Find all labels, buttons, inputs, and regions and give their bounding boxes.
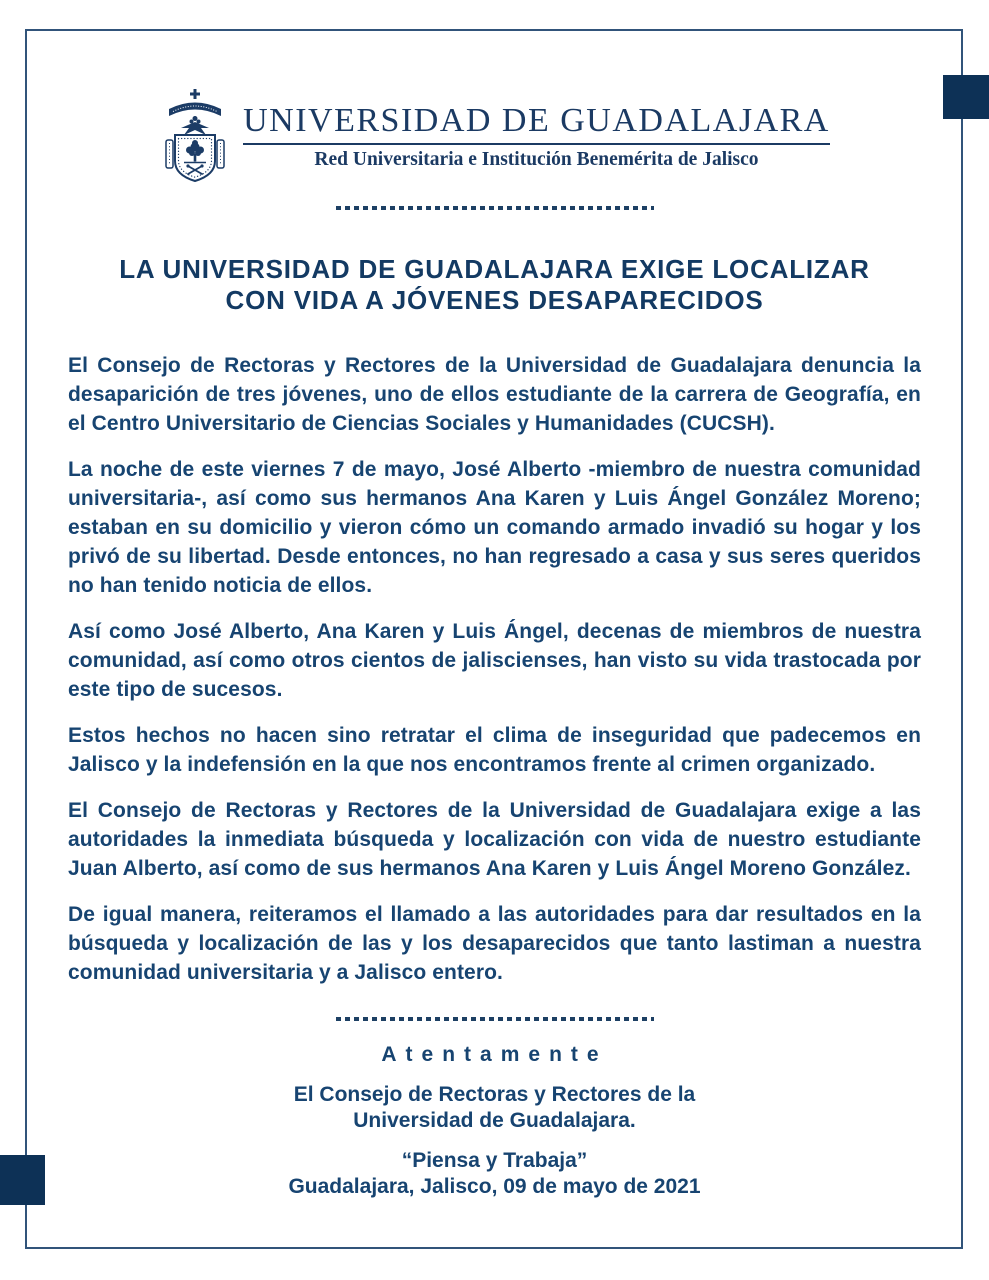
announcement-body	[68, 351, 921, 987]
motto-block	[0, 1148, 989, 1200]
dateline: Guadalajara, Jalisco, 09 de mayo de 2021	[288, 1175, 701, 1198]
university-wordmark: UNIVERSIDAD DE GUADALAJARA	[243, 102, 830, 139]
paragraph-6: De igual manera, reiteramos el llamado a las autoridades para dar resultados en la búsqueda y localización de las y los desaparecidos que tanto lastiman a nuestra comunidad universitaria y a Jalisco entero.	[68, 903, 921, 984]
letterhead	[0, 0, 989, 184]
motto: “Piensa y Trabaja”	[401, 1149, 588, 1172]
dotted-separator-top	[336, 206, 654, 210]
dotted-separator-bottom	[336, 1017, 654, 1021]
title-line-1: LA UNIVERSIDAD DE GUADALAJARA EXIGE LOCALIZAR	[119, 254, 870, 284]
university-subtitle: Red Universitaria e Institución Benemérita de Jalisco	[314, 149, 759, 170]
paragraph-4: Estos hechos no hacen sino retratar el clima de inseguridad que padecemos en Jalisco y la indefensión en la que nos encontramos frente al crimen organizado.	[68, 724, 921, 776]
salutation: Atentamente	[381, 1043, 608, 1066]
wordmark-block	[243, 102, 830, 171]
corner-accent-bottom-left	[0, 1155, 45, 1205]
udg-crest-icon	[159, 88, 231, 184]
signatory-block	[0, 1082, 989, 1134]
signatory-line-1: El Consejo de Rectoras y Rectores de la	[293, 1083, 696, 1106]
paragraph-5: El Consejo de Rectoras y Rectores de la Universidad de Guadalajara exige a las autoridades la inmediata búsqueda y localización con vida de nuestro estudiante Juan Alberto, así como de sus hermanos Ana Karen y Luis Ángel Moreno González.	[68, 799, 921, 880]
paragraph-3: Así como José Alberto, Ana Karen y Luis Ángel, decenas de miembros de nuestra comunidad, así como otros cientos de jaliscienses, han visto su vida trastocada por este tipo de sucesos.	[68, 620, 921, 701]
corner-accent-top-right	[943, 75, 989, 119]
signatory-line-2: Universidad de Guadalajara.	[353, 1109, 636, 1132]
paragraph-2: La noche de este viernes 7 de mayo, José Alberto -miembro de nuestra comunidad universitaria-, así como sus hermanos Ana Karen y Luis Ángel González Moreno; estaban en su domicilio y vieron cómo un comando armado invadió su hogar y los privó de su libertad. Desde entonces, no han regresado a casa y sus seres queridos no han tenido noticia de ellos.	[68, 458, 921, 597]
announcement-title	[60, 254, 929, 316]
title-line-2: CON VIDA A JÓVENES DESAPARECIDOS	[225, 285, 764, 315]
wordmark-divider	[243, 143, 830, 145]
paragraph-1: El Consejo de Rectoras y Rectores de la Universidad de Guadalajara denuncia la desaparición de tres jóvenes, uno de ellos estudiante de la carrera de Geografía, en el Centro Universitario de Ciencias Sociales y Humanidades (CUCSH).	[68, 354, 921, 435]
